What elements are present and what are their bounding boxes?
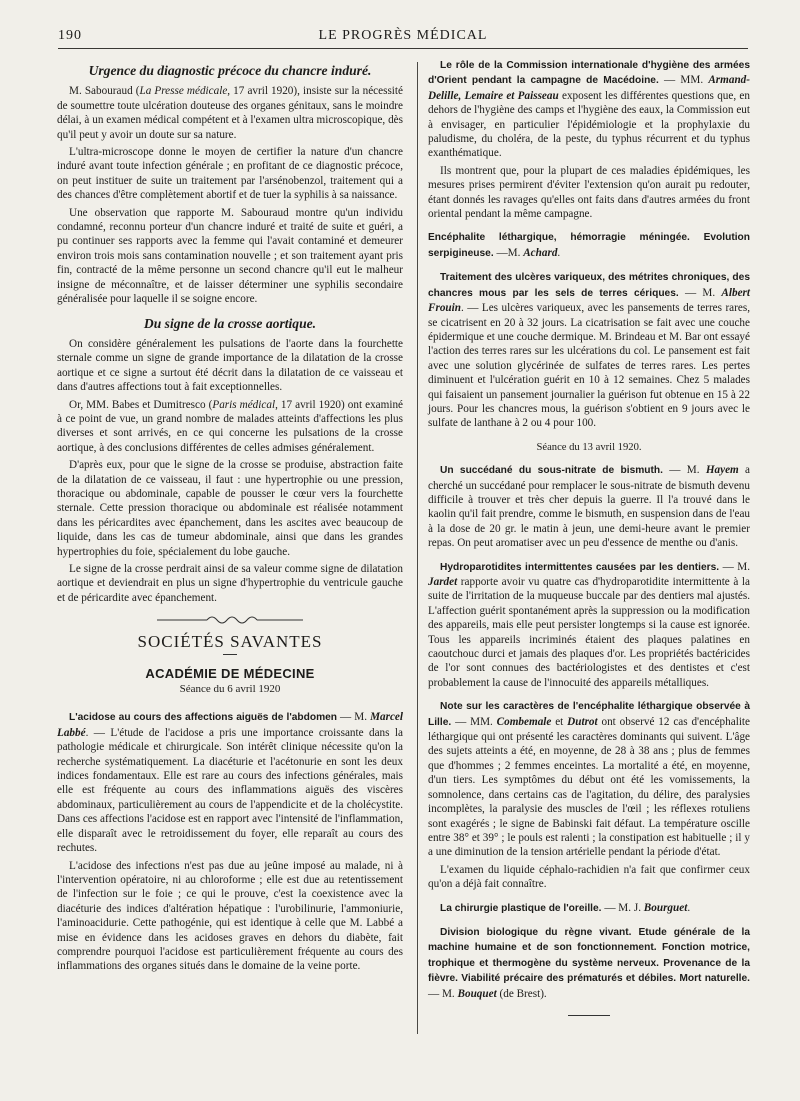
communication-ulceres-varqueux: Traitement des ulcères variqueux, des métrites chroniques, des chancres mous par les sels de terres cériques. — M. Albert Frouin. — Les ulcères variqueux, avec les pansements de terres rares, se cicatrisent en 20 à 32 jours. La cicatrisation se fait avec une couche épidermique et une couche dermique. M. Brindeau et M. Bar ont essayé l'action des terres rares sur les ulcérations du col. Le pansement est fait avec une solution glycérinée de sulfates de terres rares. Les pertes diminuent et l'ulcération guérit en 10 à 12 semaines. Chez 5 malades qui faisaient un pansement journalier la guérison fut obtenue en 15 à 22 jours. Pour les chancres mous, la guérison s'obtient en 9 jours avec le sulfate de lanthane à 2 ou 4 pour 100. bbox=[428, 272, 750, 430]
paragraph: M. Sabouraud (La Presse médicale, 17 avril 1920), insiste sur la nécessité de soumettre toute ulcération douteuse des organes génitaux, sans le moindre délai, à un examen médical compétent et à l'examen ultra microscopique, dès qu'il peut y avoir un doute sur sa nature. bbox=[57, 85, 403, 141]
academie-date: Séance du 6 avril 1920 bbox=[179, 683, 281, 696]
short-rule bbox=[223, 654, 237, 655]
communication-acidose: L'acidose au cours des affections aiguës de l'abdomen — M. Marcel Labbé. — L'étude de l'acidose a pris une importance croissante dans la pathologie médicale et chirurgicale. Son intérêt clinique nécessite qu'on la recherche systématiquement. La diacéturie et l'acétonurie en sont les deux indices fondamentaux. Elle est rare au cours des infections générales, mais elle est fréquente au cours des inflammations aiguës des viscères abdominaux, particulièrement au cours de l'appendicite et de la cholécystite. Dans ces affections l'acidose est en rapport avec l'intensité de l'inflammation, elle disparaît avec le retroidissement du foyer, elle reparaît au cours des rechutes. bbox=[57, 711, 403, 855]
communication-division-biologique: Division biologique du règne vivant. Etude générale de la machine humaine et de son fonctionnement. Fonction motrice, trophique et thermogène du système nerveux. Provenance de la fièvre. Viabilité précaire des prématurés et débiles. Mort naturelle. — M. Bouquet (de Brest). bbox=[428, 926, 750, 1000]
paragraph: Le signe de la crosse perdrait ainsi de sa valeur comme signe de dilatation aortique et deviendrait en plus un signe d'hypertrophie du ventricule gauche et de péricardite avec épanchement. bbox=[57, 563, 403, 604]
paragraph: L'ultra-microscope donne le moyen de certifier la nature d'un chancre induré avant toute infection générale ; en profitant de ce diagnostic précoce, on peut instituer de suite un traitement par l'arsénobenzol, traitement qui a des chances d'être complètement abortif et de tuer la syphilis à sa naissance. bbox=[57, 146, 403, 202]
academie-title: ACADÉMIE DE MÉDECINE bbox=[145, 665, 315, 681]
paragraph: Une observation que rapporte M. Sabouraud montre qu'un individu condamné, reconnu porteur d'un chancre induré et traité de suite et guéri, a pu continuer ses rapports avec la femme qui l'avait contaminé et demeurer environ trois mois sans contamination nouvelle ; et son traitement ayant pris fin, contracté de la même personne un second chancre qu'il eut le malheur insigne de méconnaître, et de laisser déterminer une syphilis secondaire généralisée pour laquelle il se soigne encore. bbox=[57, 206, 403, 306]
section-title-chancre: Urgence du diagnostic précoce du chancre induré. bbox=[88, 63, 372, 78]
left-column bbox=[57, 58, 403, 977]
communication-hydroparotidites: Hydroparotidites intermittentes causées par les dentiers. — M. Jardet rapporte avoir vu quatre cas d'hydroparotidite intermittente à la suite de l'irritation de la muqueuse buccale par des dentiers mal ajustés. L'affection guérit spontanément après la suppression ou la modification des appareils, mais elle peut persister longtemps si la cause est ignorée. Tous les appareils incriminés étaient des plaques palatines en caoutchouc durci et jamais des plaques d'or. Les propriétés bactéricides de l'or sont connues des bactériologistes et des dentistes et c'est probablement la cause de l'innocuité des appareils métalliques. bbox=[428, 560, 750, 689]
paragraph: Ils montrent que, pour la plupart de ces maladies épidémiques, les mesures prises permirent d'éviter l'extension qu'on aurait pu redouter, étant donnés les ravages qu'elles ont faits dans d'autres armées du front oriental pendant la même campagne. bbox=[428, 164, 750, 221]
paragraph: L'acidose des infections n'est pas due au jeûne imposé au malade, ni à l'intervention opératoire, ni au chloroforme ; elle est due au retentissement de l'infection sur le foie ; ce qui le prouve, c'est la coexistence avec la diacéturie des indices d'altération hépatique : l'urobilinurie, l'ammoniurie, l'aminoacidurie. Cette pathogénie, qui est identique à celle que M. Labbé a mise en évidence dans les acidoses graves en dehors du diabète, fait comprendre pourquoi l'acidose est particulièrement fréquente au cours des inflammations des organes situés dans le domaine de la veine porte. bbox=[57, 859, 403, 973]
paragraph: D'après eux, pour que le signe de la crosse se produise, abstraction faite de la dilatation de ce vaisseau, il faut : une hypertrophie ou une pression, thoracique ou abdominale, capable de pousser le cœur vers la fourchette sternale. Cette pression thoracique ou abdominale est réalisée notamment dans les péricardites avec épanchement, dans les ascites avec beaucoup de liquide, dans les cas de tumeur abdominale, ainsi que dans les grandes hypertrophies du foie, spécialement du lobe gauche. bbox=[57, 459, 403, 558]
running-title: LE PROGRÈS MÉDICAL bbox=[318, 28, 488, 43]
end-rule bbox=[568, 1015, 610, 1016]
communication-hygiene-armees: Le rôle de la Commission internationale d'hygiène des armées d'Orient pendant la campagne de Macédoine. — MM. Armand-Delille, Lemaire et Paisseau exposent les différentes questions que, en dehors de l'hygiène des camps et l'hygiène des eaux, la Commission eut à envisager, en particulier l'épidémiologie et la prophylaxie du paludisme, du choléra, de la peste, du typhus récurrent et du typhus exanthématique. bbox=[428, 60, 750, 160]
paragraph: Or, MM. Babes et Dumitresco (Paris médical, 17 avril 1920) ont examiné à ce point de vue, un grand nombre de malades atteints d'affections les plus diverses et sont arrivés, en ce qui concerne les pulsations de la crosse aortique, à des conclusions différentes de celles admises généralement. bbox=[57, 398, 404, 454]
ornament-divider bbox=[155, 615, 305, 625]
page-header bbox=[58, 28, 748, 48]
section-title-crosse-aortique: Du signe de la crosse aortique. bbox=[143, 315, 317, 331]
paragraph: On considère généralement les pulsations de l'aorte dans la fourchette sternale comme un signe de grande importance de la dilatation de la crosse aortique et ce signe a surtout été décrit dans la dilatation de ce vaisseau et dans d'autres affections tout à fait exceptionnelles. bbox=[57, 337, 403, 394]
page-number: 190 bbox=[58, 28, 82, 43]
right-column bbox=[428, 58, 750, 1016]
paragraph: L'examen du liquide céphalo-rachidien n'a fait que confirmer ceux qu'on a déjà fait connaître. bbox=[428, 863, 750, 891]
communication-encephalite-lille: Note sur les caractères de l'encéphalite léthargique observée à Lille. — MM. Combemale et Dutrot ont observé 12 cas d'encéphalite léthargique qui ont présenté les caractères dominants qui suivent. L'âge des sujets atteints a été, en moyenne, de 28 à 38 ans ; plus de femmes que d'hommes ; 2 femmes enceintes. La mortalité a été, en moyenne, d'un tiers. Les symptômes du début ont été les vomissements, la somnolence, dans certains cas de l'agitation, du délire, des paralysies incomplètes, la paralysie des muscles de l'œil ; les réflexes rotuliens sont exagérés ; le signe de Babinski fait défaut. La température oscille entre 38° et 39° ; le pouls est ralenti ; la constipation est habituelle ; il y a une diminution de la tension artérielle pendant la période d'état. bbox=[428, 701, 751, 859]
header-rule bbox=[58, 48, 748, 49]
communication-chirurgie-oreille: La chirurgie plastique de l'oreille. — M. J. Bourguet. bbox=[440, 901, 691, 914]
communication-encephalite: Encéphalite léthargique, hémorragie méningée. Evolution serpigineuse. —M. Achard. bbox=[428, 232, 750, 259]
seance-date: Séance du 13 avril 1920. bbox=[536, 441, 642, 453]
communication-bismuth: Un succédané du sous-nitrate de bismuth. — M. Hayem a cherché un succédané pour remplacer le sous-nitrate de bismuth devenu difficile à trouver et très cher depuis la guerre. Il l'a trouvé dans le kaolin qu'il fait prendre, comme le bismuth, en suspension dans de l'eau à la dose de 20 gr. le matin à jeun, une demi-heure avant le premier repas. On peut aromatiser avec un peu d'essence de menthe ou d'anis. bbox=[428, 464, 751, 550]
societes-savantes-title: SOCIÉTÉS SAVANTES bbox=[137, 632, 323, 652]
column-divider bbox=[417, 62, 418, 1034]
